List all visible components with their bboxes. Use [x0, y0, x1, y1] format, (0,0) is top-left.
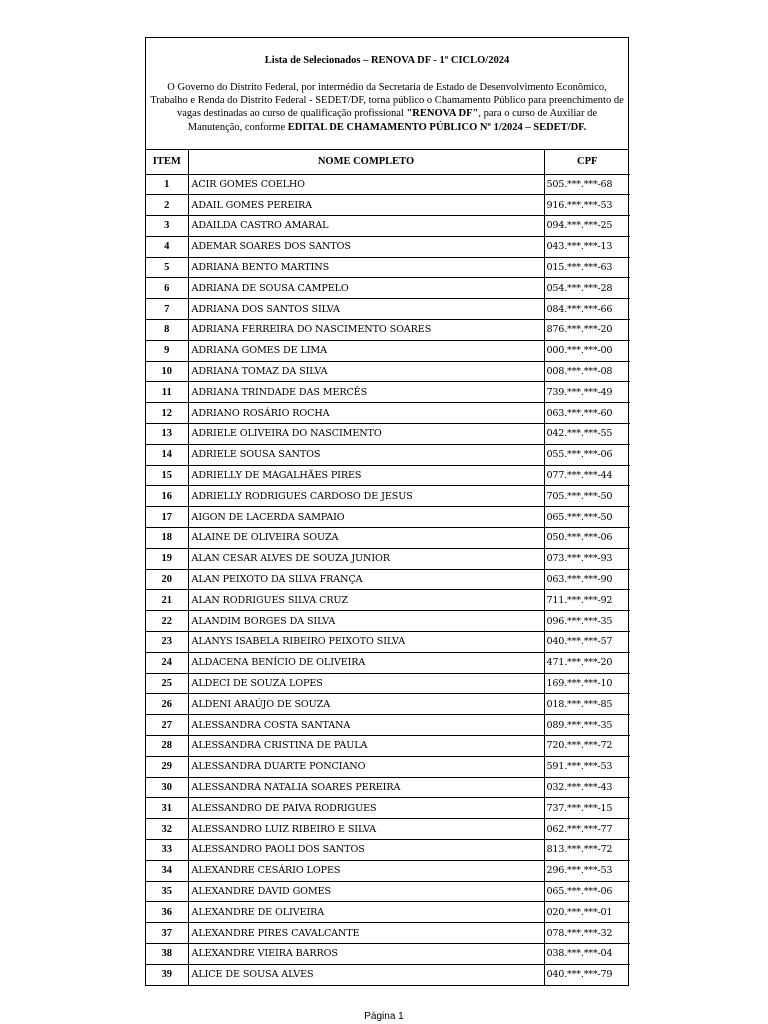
cell-nome: ALEXANDRE PIRES CAVALCANTE: [188, 923, 544, 944]
cell-item: 18: [146, 528, 188, 549]
table-row: [146, 320, 630, 341]
cell-cpf: 737.***.***-15: [544, 798, 630, 819]
table-row: [146, 236, 630, 257]
cell-nome: ADAIL GOMES PEREIRA: [188, 195, 544, 216]
table-row: [146, 486, 630, 507]
cell-cpf: 077.***.***-44: [544, 465, 630, 486]
cell-item: 4: [146, 236, 188, 257]
table-row: [146, 548, 630, 569]
table-row: [146, 590, 630, 611]
cell-cpf: 813.***.***-72: [544, 840, 630, 861]
cell-item: 37: [146, 923, 188, 944]
cell-nome: ALAINE DE OLIVEIRA SOUZA: [188, 528, 544, 549]
cell-nome: ADRIELE SOUSA SANTOS: [188, 444, 544, 465]
table-row: [146, 195, 630, 216]
table-row: [146, 756, 630, 777]
intro-text-2: , para o curso de Auxiliar de Manutenção, conforme: [187, 108, 597, 133]
cell-cpf: 063.***.***-60: [544, 403, 630, 424]
cell-cpf: 471.***.***-20: [544, 652, 630, 673]
cell-item: 33: [146, 840, 188, 861]
cell-nome: ALANDIM BORGES DA SILVA: [188, 611, 544, 632]
cell-item: 20: [146, 569, 188, 590]
cell-item: 5: [146, 257, 188, 278]
selection-list-sheet: [145, 37, 629, 986]
cell-item: 30: [146, 777, 188, 798]
cell-cpf: 705.***.***-50: [544, 486, 630, 507]
table-row: [146, 840, 630, 861]
cell-nome: ALEXANDRE VIEIRA BARROS: [188, 943, 544, 964]
cell-cpf: 720.***.***-72: [544, 736, 630, 757]
cell-item: 19: [146, 548, 188, 569]
cell-item: 7: [146, 299, 188, 320]
intro-edital-reference: EDITAL DE CHAMAMENTO PÚBLICO Nº 1/2024 – SEDET/DF.: [287, 121, 587, 133]
cell-cpf: 505.***.***-68: [544, 174, 630, 195]
document-title: Lista de Selecionados – RENOVA DF - 1º CICLO/2024: [264, 55, 510, 66]
table-row: [146, 902, 630, 923]
cell-nome: ADRIANA FERREIRA DO NASCIMENTO SOARES: [188, 320, 544, 341]
cell-cpf: 000.***.***-00: [544, 340, 630, 361]
cell-item: 36: [146, 902, 188, 923]
cell-nome: ADRIANA TOMAZ DA SILVA: [188, 361, 544, 382]
cell-cpf: 020.***.***-01: [544, 902, 630, 923]
cell-cpf: 591.***.***-53: [544, 756, 630, 777]
cell-nome: ALEXANDRE CESÁRIO LOPES: [188, 860, 544, 881]
cell-item: 2: [146, 195, 188, 216]
cell-nome: ADRIELLY DE MAGALHÃES PIRES: [188, 465, 544, 486]
cell-nome: ALDECI DE SOUZA LOPES: [188, 673, 544, 694]
cell-item: 39: [146, 964, 188, 985]
cell-cpf: 711.***.***-92: [544, 590, 630, 611]
cell-cpf: 739.***.***-49: [544, 382, 630, 403]
table-row: [146, 943, 630, 964]
document-header: [146, 38, 628, 150]
cell-item: 15: [146, 465, 188, 486]
cell-nome: AIGON DE LACERDA SAMPAIO: [188, 507, 544, 528]
intro-text-1: O Governo do Distrito Federal, por intermédio da Secretaria de Estado de Desenvolvimento Econômico, Trabalho e Renda do Distrito Federal - SEDET/DF, torna público o Chamamento Público para preenchimento de vagas destinadas ao curso de qualificação profissional: [150, 82, 624, 120]
cell-item: 23: [146, 632, 188, 653]
table-row: [146, 715, 630, 736]
cell-nome: ADRIANO ROSÁRIO ROCHA: [188, 403, 544, 424]
cell-nome: ALAN PEIXOTO DA SILVA FRANÇA: [188, 569, 544, 590]
table-row: [146, 964, 630, 985]
table-row: [146, 673, 630, 694]
cell-item: 26: [146, 694, 188, 715]
cell-cpf: 065.***.***-06: [544, 881, 630, 902]
cell-item: 6: [146, 278, 188, 299]
cell-nome: ALAN RODRIGUES SILVA CRUZ: [188, 590, 544, 611]
cell-nome: ALICE DE SOUSA ALVES: [188, 964, 544, 985]
table-row: [146, 424, 630, 445]
cell-cpf: 040.***.***-79: [544, 964, 630, 985]
selected-candidates-table: [146, 150, 630, 985]
cell-nome: ADRIANA DE SOUSA CAMPELO: [188, 278, 544, 299]
table-row: [146, 819, 630, 840]
cell-item: 27: [146, 715, 188, 736]
column-header-nome: NOME COMPLETO: [188, 150, 544, 174]
table-row: [146, 216, 630, 237]
table-row: [146, 340, 630, 361]
cell-cpf: 876.***.***-20: [544, 320, 630, 341]
cell-item: 1: [146, 174, 188, 195]
cell-cpf: 094.***.***-25: [544, 216, 630, 237]
table-header-row: [146, 150, 630, 174]
cell-cpf: 008.***.***-08: [544, 361, 630, 382]
cell-nome: ADEMAR SOARES DOS SANTOS: [188, 236, 544, 257]
cell-cpf: 054.***.***-28: [544, 278, 630, 299]
table-row: [146, 361, 630, 382]
cell-cpf: 916.***.***-53: [544, 195, 630, 216]
cell-cpf: 032.***.***-43: [544, 777, 630, 798]
cell-cpf: 073.***.***-93: [544, 548, 630, 569]
table-row: [146, 777, 630, 798]
cell-nome: ADRIELE OLIVEIRA DO NASCIMENTO: [188, 424, 544, 445]
cell-cpf: 018.***.***-85: [544, 694, 630, 715]
cell-cpf: 050.***.***-06: [544, 528, 630, 549]
table-row: [146, 278, 630, 299]
document-intro: [146, 81, 628, 134]
cell-item: 11: [146, 382, 188, 403]
page-number: Página 1: [364, 1011, 404, 1022]
table-row: [146, 257, 630, 278]
cell-nome: ADRIANA GOMES DE LIMA: [188, 340, 544, 361]
cell-item: 21: [146, 590, 188, 611]
cell-cpf: 038.***.***-04: [544, 943, 630, 964]
cell-item: 12: [146, 403, 188, 424]
table-row: [146, 652, 630, 673]
table-row: [146, 569, 630, 590]
cell-nome: ALESSANDRA DUARTE PONCIANO: [188, 756, 544, 777]
cell-item: 17: [146, 507, 188, 528]
cell-nome: ALDENI ARAÚJO DE SOUZA: [188, 694, 544, 715]
table-row: [146, 507, 630, 528]
table-row: [146, 881, 630, 902]
cell-cpf: 296.***.***-53: [544, 860, 630, 881]
cell-nome: ADRIANA TRINDADE DAS MERCÊS: [188, 382, 544, 403]
column-header-item: ITEM: [146, 150, 188, 174]
table-row: [146, 611, 630, 632]
table-row: [146, 860, 630, 881]
cell-item: 24: [146, 652, 188, 673]
cell-cpf: 078.***.***-32: [544, 923, 630, 944]
cell-item: 16: [146, 486, 188, 507]
table-row: [146, 694, 630, 715]
cell-item: 9: [146, 340, 188, 361]
cell-cpf: 169.***.***-10: [544, 673, 630, 694]
table-row: [146, 798, 630, 819]
cell-cpf: 062.***.***-77: [544, 819, 630, 840]
cell-nome: ADAILDA CASTRO AMARAL: [188, 216, 544, 237]
cell-item: 25: [146, 673, 188, 694]
cell-nome: ALEXANDRE DE OLIVEIRA: [188, 902, 544, 923]
cell-item: 34: [146, 860, 188, 881]
cell-cpf: 043.***.***-13: [544, 236, 630, 257]
cell-nome: ALANYS ISABELA RIBEIRO PEIXOTO SILVA: [188, 632, 544, 653]
cell-cpf: 055.***.***-06: [544, 444, 630, 465]
cell-cpf: 089.***.***-35: [544, 715, 630, 736]
table-row: [146, 632, 630, 653]
cell-cpf: 063.***.***-90: [544, 569, 630, 590]
cell-item: 22: [146, 611, 188, 632]
cell-nome: ALESSANDRA NATALIA SOARES PEREIRA: [188, 777, 544, 798]
cell-nome: ADRIANA DOS SANTOS SILVA: [188, 299, 544, 320]
cell-nome: ALESSANDRA CRISTINA DE PAULA: [188, 736, 544, 757]
cell-item: 35: [146, 881, 188, 902]
cell-nome: ALEXANDRE DAVID GOMES: [188, 881, 544, 902]
cell-nome: ALAN CESAR ALVES DE SOUZA JUNIOR: [188, 548, 544, 569]
cell-nome: ALESSANDRO LUIZ RIBEIRO E SILVA: [188, 819, 544, 840]
cell-cpf: 015.***.***-63: [544, 257, 630, 278]
table-row: [146, 923, 630, 944]
table-row: [146, 736, 630, 757]
table-row: [146, 444, 630, 465]
table-row: [146, 299, 630, 320]
cell-cpf: 042.***.***-55: [544, 424, 630, 445]
table-body: [146, 174, 630, 985]
cell-item: 28: [146, 736, 188, 757]
table-row: [146, 528, 630, 549]
cell-item: 10: [146, 361, 188, 382]
table-row: [146, 465, 630, 486]
cell-nome: ACIR GOMES COELHO: [188, 174, 544, 195]
cell-nome: ADRIELLY RODRIGUES CARDOSO DE JESUS: [188, 486, 544, 507]
cell-cpf: 065.***.***-50: [544, 507, 630, 528]
cell-nome: ALESSANDRO PAOLI DOS SANTOS: [188, 840, 544, 861]
cell-nome: ADRIANA BENTO MARTINS: [188, 257, 544, 278]
cell-cpf: 084.***.***-66: [544, 299, 630, 320]
cell-nome: ALDACENA BENÍCIO DE OLIVEIRA: [188, 652, 544, 673]
cell-item: 8: [146, 320, 188, 341]
cell-item: 31: [146, 798, 188, 819]
cell-item: 29: [146, 756, 188, 777]
cell-cpf: 096.***.***-35: [544, 611, 630, 632]
intro-program-name: "RENOVA DF": [406, 108, 479, 120]
cell-nome: ALESSANDRA COSTA SANTANA: [188, 715, 544, 736]
cell-cpf: 040.***.***-57: [544, 632, 630, 653]
cell-item: 14: [146, 444, 188, 465]
cell-item: 32: [146, 819, 188, 840]
table-row: [146, 174, 630, 195]
table-row: [146, 403, 630, 424]
cell-item: 38: [146, 943, 188, 964]
column-header-cpf: CPF: [544, 150, 630, 174]
table-row: [146, 382, 630, 403]
cell-item: 13: [146, 424, 188, 445]
cell-item: 3: [146, 216, 188, 237]
cell-nome: ALESSANDRO DE PAIVA RODRIGUES: [188, 798, 544, 819]
